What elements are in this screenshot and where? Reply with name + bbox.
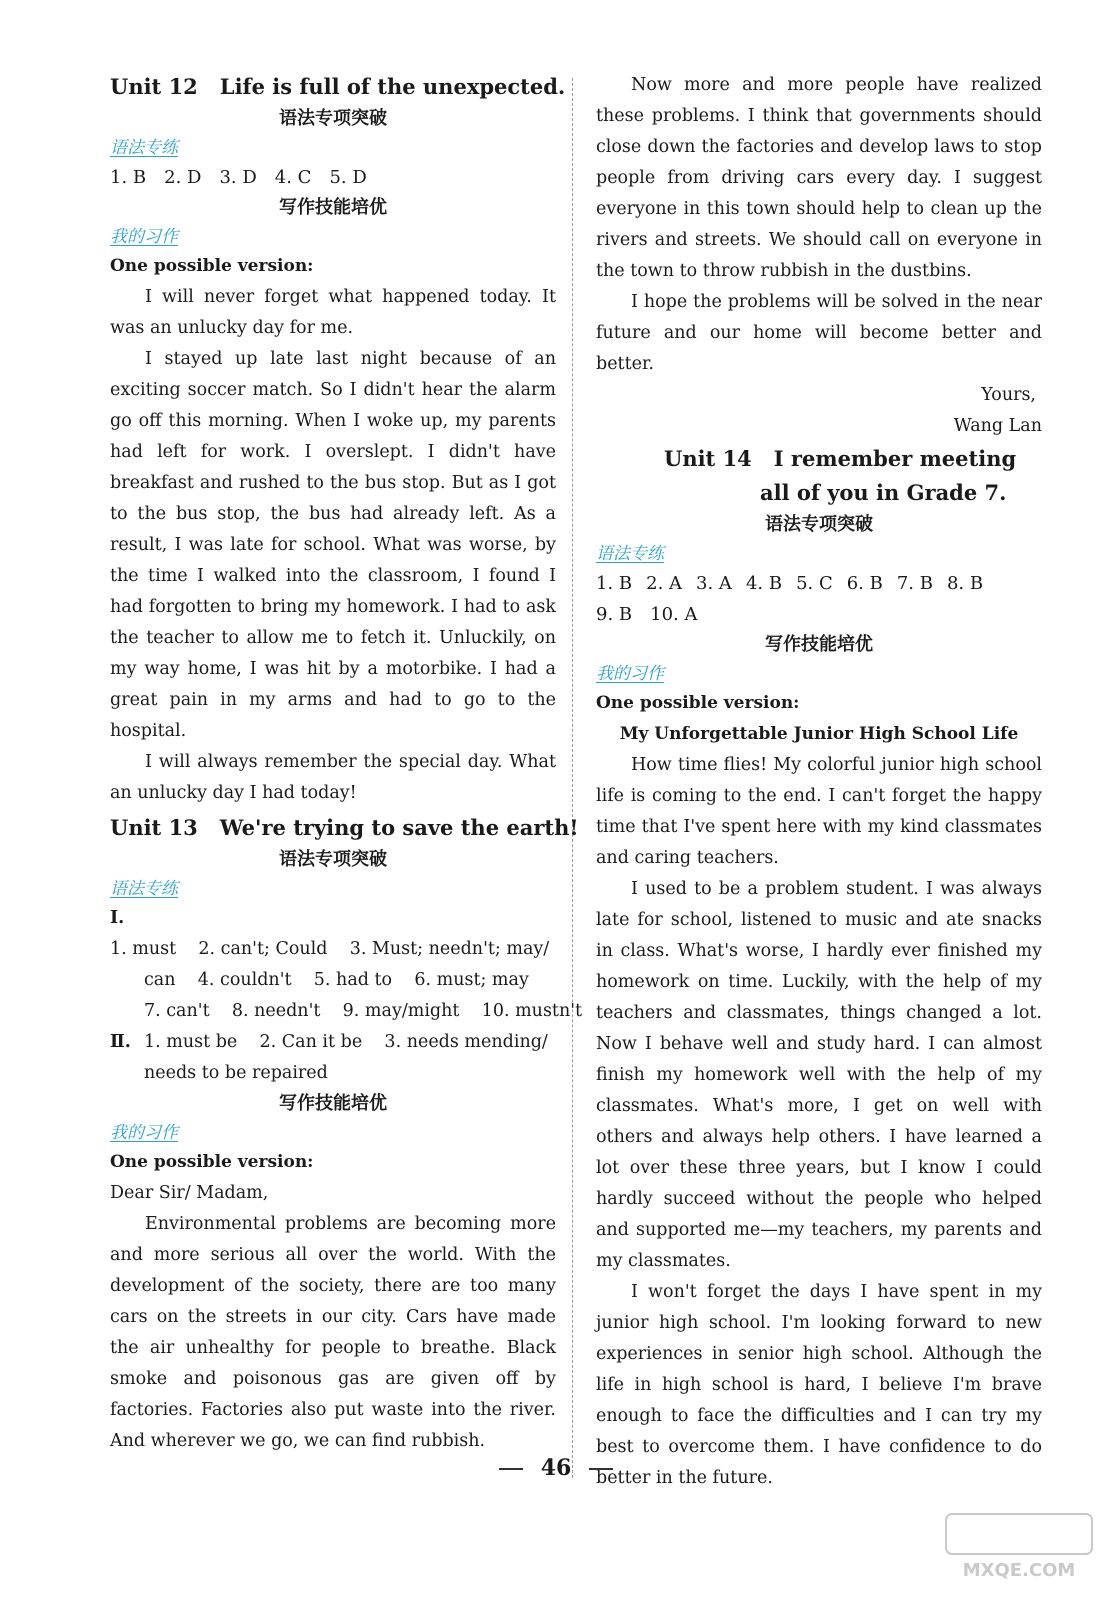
unit-12-title-text: Life is full of the unexpected. bbox=[219, 74, 566, 99]
unit-14-number: Unit 14 bbox=[664, 446, 752, 471]
right-column bbox=[596, 70, 1042, 1494]
unit-13-number: Unit 13 bbox=[110, 815, 198, 840]
unit-14-paragraph: I won't forget the days I have spent in my junior high school. I'm looking forward to new experiences in senior high school. Although the life in high school is hard, I believe I'm brave enough to face the difficulties and I can try my best to overcome them. I have confidence to do better in the future. bbox=[596, 1282, 1042, 1488]
unit-13-writing-heading: 写作技能培优 bbox=[279, 1093, 387, 1114]
unit-13-paragraph: Now more and more people have realized these problems. I think that governments should close down the factories and develop laws to stop people from driving cars every day. I suggest everyone in this town should help to clean up the rivers and streets. We should call on everyone in the town to throw rubbish in the dustbins. bbox=[596, 75, 1042, 281]
unit-14-title bbox=[596, 442, 1042, 476]
unit-12-writing-heading: 写作技能培优 bbox=[279, 197, 387, 218]
unit-12-answers bbox=[110, 162, 556, 193]
watermark-text: MXQE.COM bbox=[962, 1560, 1076, 1581]
answer-item: 1. B bbox=[110, 167, 147, 188]
answer-item: 5. D bbox=[329, 167, 367, 188]
page-number bbox=[0, 1455, 1112, 1481]
unit-13-title-text: We're trying to save the earth! bbox=[219, 815, 579, 840]
answer-item: 7. B bbox=[896, 573, 933, 594]
unit-14-grammar-tag: 语法专练 bbox=[596, 544, 664, 564]
part-2-label: Ⅱ. bbox=[110, 1032, 131, 1052]
answer-item: 4. B bbox=[745, 573, 783, 594]
unit-13-part-2 bbox=[110, 1027, 556, 1089]
part-1-line: 1. must 2. can't; Could 3. Must; needn't; may/ bbox=[110, 939, 550, 959]
column-divider bbox=[572, 78, 573, 1478]
part-1-line: 7. can't 8. needn't 9. may/might 10. mustn't bbox=[144, 1001, 583, 1021]
answer-item: 3. D bbox=[219, 167, 257, 188]
answer-item: 2. A bbox=[646, 573, 683, 594]
answer-item: 2. D bbox=[164, 167, 202, 188]
page-number-text: 46 bbox=[540, 1455, 572, 1481]
watermark-logo bbox=[944, 1512, 1094, 1582]
unit-12-version-label: One possible version: bbox=[110, 256, 314, 276]
unit-14-answers-row-2 bbox=[596, 599, 1042, 630]
unit-12-grammar-heading: 语法专项突破 bbox=[279, 108, 387, 129]
unit-13-version-label: One possible version: bbox=[110, 1152, 314, 1172]
unit-14-paragraph: How time flies! My colorful junior high school life is coming to the end. I can't forget the happy time that I've spent here with my kind classmates and caring teachers. bbox=[596, 755, 1042, 868]
unit-12-number: Unit 12 bbox=[110, 74, 198, 99]
unit-13-part-1 bbox=[110, 903, 583, 1027]
unit-14-paragraph: I used to be a problem student. I was always late for school, listened to music and ate snacks in class. What's worse, I hardly ever finished my homework on time. Luckily, with the help of my teachers and classmates, things changed a lot. Now I behave well and study hard. I can almost finish my homework well with the help of my classmates. What's more, I get on well with others and always help others. I have learned a lot over these three years, but I know I could hardly succeed without the people who helped and supported me—my teachers, my parents and my classmates. bbox=[596, 879, 1042, 1271]
unit-14-version-label: One possible version: bbox=[596, 693, 800, 713]
unit-12-paragraph: I stayed up late last night because of an exciting soccer match. So I didn't hear the alarm go off this morning. When I woke up, my parents had left for work. I overslept. I didn't have breakfast and rushed to the bus stop. But as I got to the bus stop, the bus had already left. As a result, I was late for school. What was worse, by the time I walked into the classroom, I found I had forgotten to bring my homework. I had to ask the teacher to allow me to fetch it. Unluckily, on my way home, I was hit by a motorbike. I had a great pain in my arms and had to go to the hospital. bbox=[110, 349, 556, 741]
unit-14-grammar-heading: 语法专项突破 bbox=[765, 514, 873, 535]
unit-13-title bbox=[110, 811, 579, 845]
answer-item: 8. B bbox=[946, 573, 984, 594]
page-number-dash-left bbox=[499, 1468, 523, 1470]
unit-13-writing-tag: 我的习作 bbox=[110, 1123, 178, 1143]
answer-item: 3. A bbox=[696, 573, 732, 594]
page-number-dash-right bbox=[589, 1468, 613, 1470]
unit-14-answers-row-1 bbox=[596, 568, 1042, 599]
answer-item: 5. C bbox=[796, 573, 833, 594]
answer-item: 4. C bbox=[274, 167, 312, 188]
answer-item: 10. A bbox=[650, 604, 698, 625]
answer-item: 9. B bbox=[596, 604, 633, 625]
part-1-label: Ⅰ. bbox=[110, 908, 125, 928]
unit-13-paragraph: Environmental problems are becoming more and more serious all over the world. With the development of the society, there are too many cars on the streets in our city. Cars have made the air unhealthy for people to breathe. Black smoke and poisonous gas are given off by factories. Factories also put waste into the river. And wherever we go, we can find rubbish. bbox=[110, 1214, 556, 1451]
part-1-line: can 4. couldn't 5. had to 6. must; may bbox=[144, 970, 529, 990]
unit-13-signature: Wang Lan bbox=[953, 416, 1042, 436]
unit-14-writing-heading: 写作技能培优 bbox=[765, 634, 873, 655]
part-2-line: 1. must be 2. Can it be 3. needs mending/ bbox=[144, 1032, 548, 1052]
answer-item: 1. B bbox=[596, 573, 633, 594]
unit-14-essay-title: My Unforgettable Junior High School Life bbox=[619, 724, 1019, 744]
left-column bbox=[110, 70, 583, 1457]
answer-item: 6. B bbox=[846, 573, 883, 594]
unit-12-paragraph: I will never forget what happened today. It was an unlucky day for me. bbox=[110, 287, 556, 338]
unit-12-grammar-tag: 语法专练 bbox=[110, 138, 178, 158]
unit-13-grammar-heading: 语法专项突破 bbox=[279, 849, 387, 870]
unit-13-salutation: Dear Sir/ Madam, bbox=[110, 1183, 269, 1203]
unit-13-paragraph: I hope the problems will be solved in the near future and our home will become better and better. bbox=[596, 292, 1042, 374]
unit-13-grammar-tag: 语法专练 bbox=[110, 879, 178, 899]
part-2-line: needs to be repaired bbox=[144, 1063, 328, 1083]
unit-13-closing: Yours, bbox=[981, 385, 1036, 405]
unit-12-title bbox=[110, 70, 566, 104]
unit-14-title-line-1: I remember meeting bbox=[773, 446, 1017, 471]
unit-14-title-line-2: all of you in Grade 7. bbox=[760, 480, 1007, 505]
unit-12-writing-tag: 我的习作 bbox=[110, 227, 178, 247]
unit-12-paragraph: I will always remember the special day. What an unlucky day I had today! bbox=[110, 752, 556, 803]
unit-14-writing-tag: 我的习作 bbox=[596, 664, 664, 684]
